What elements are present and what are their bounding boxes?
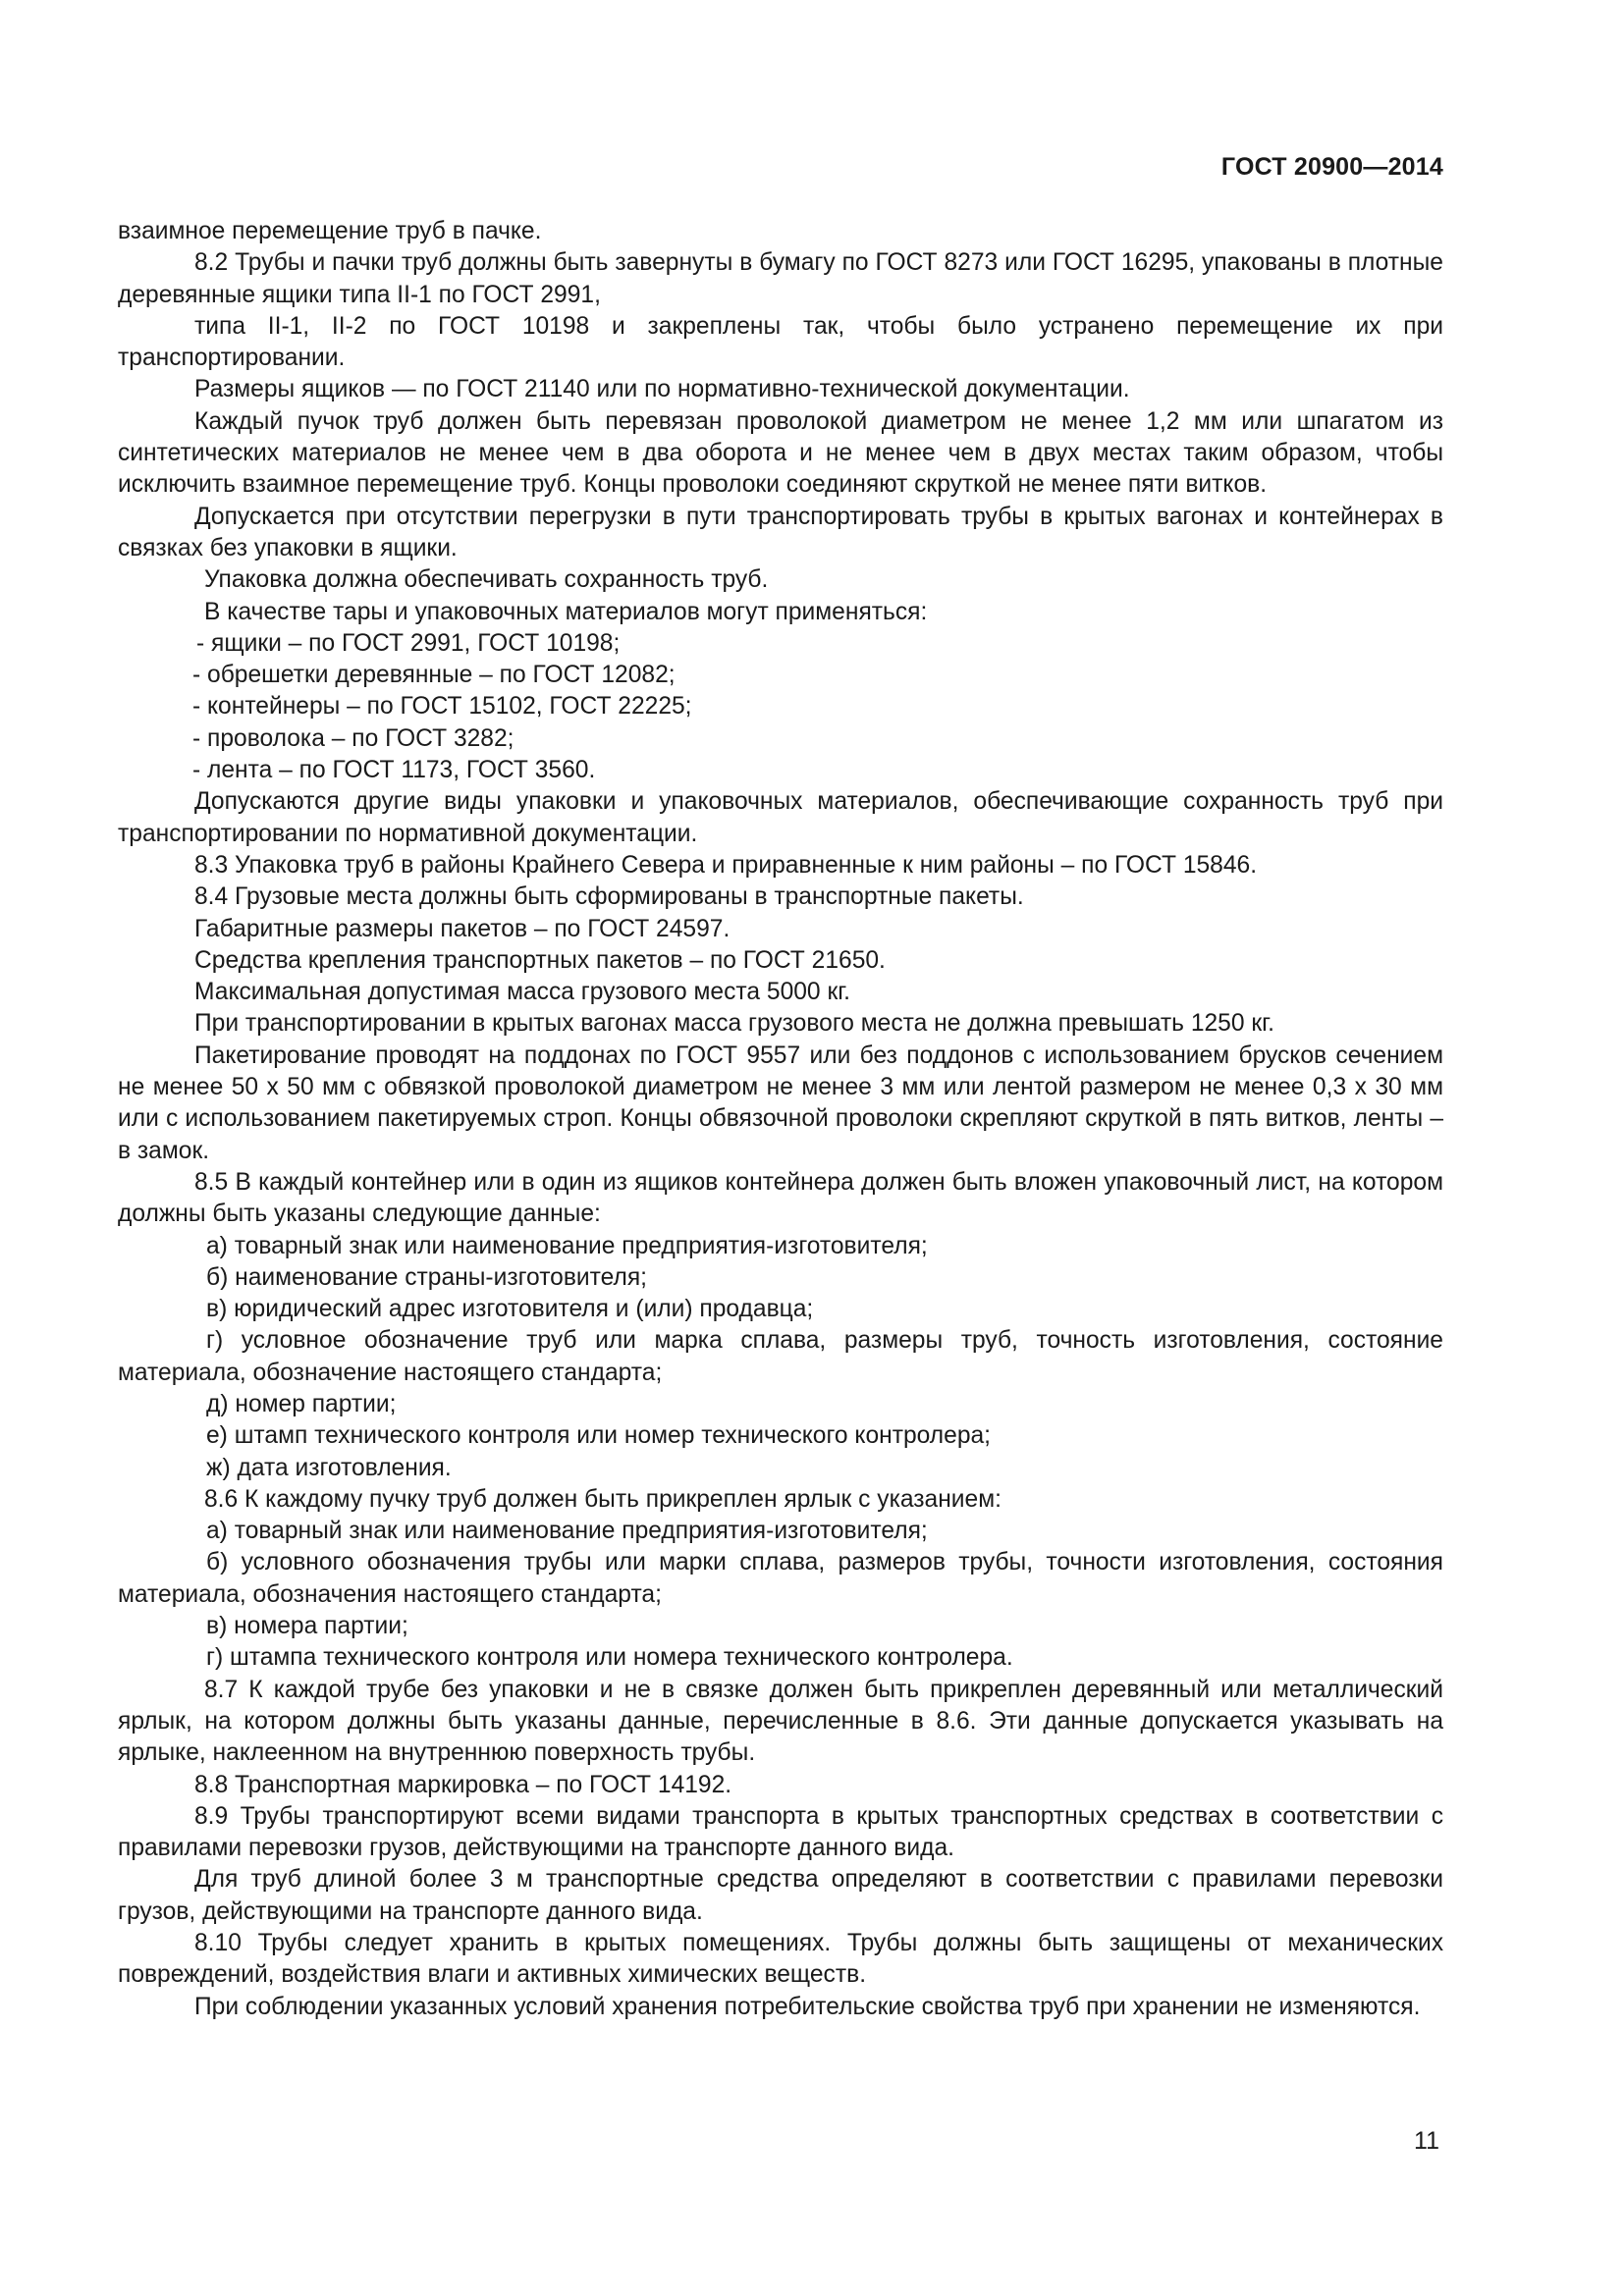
paragraph: 8.6 К каждому пучку труб должен быть прикреплен ярлык с указанием:	[204, 1485, 1001, 1513]
paragraph: 8.8 Транспортная маркировка – по ГОСТ 14192.	[194, 1771, 732, 1798]
paragraph: - лента – по ГОСТ 1173, ГОСТ 3560.	[192, 757, 596, 784]
paragraph: Для труб длиной более 3 м транспортные средства определяют в соответствии с правилами перевозки грузов, действующими на транспорте данного вида.	[118, 1866, 1443, 1925]
paragraph: 8.4 Грузовые места должны быть сформированы в транспортные пакеты.	[194, 883, 1024, 911]
paragraph: в) номера партии;	[206, 1613, 408, 1640]
paragraph: - контейнеры – по ГОСТ 15102, ГОСТ 22225;	[192, 693, 692, 721]
document-body	[118, 216, 1443, 2023]
paragraph: - обрешетки деревянные – по ГОСТ 12082;	[192, 662, 676, 689]
paragraph: Средства крепления транспортных пакетов – по ГОСТ 21650.	[194, 946, 886, 974]
paragraph: ж) дата изготовления.	[206, 1454, 452, 1481]
paragraph: Каждый пучок труб должен быть перевязан проволокой диаметром не менее 1,2 мм или шпагатом из синтетических материалов не менее чем в два оборота и не менее чем в двух местах таким образом, чтобы исключить взаимное перемещение труб. Концы проволоки соединяют скруткой не менее пяти витков.	[118, 407, 1443, 499]
paragraph: б) условного обозначения трубы или марки сплава, размеров трубы, точности изготовления, состояния материала, обозначения настоящего стандарта;	[118, 1549, 1443, 1608]
paragraph: взаимное перемещение труб в пачке.	[118, 218, 542, 244]
paragraph: б) наименование страны-изготовителя;	[206, 1263, 648, 1291]
paragraph: В качестве тары и упаковочных материалов могут применяться:	[204, 598, 928, 625]
paragraph: в) юридический адрес изготовителя и (или) продавца;	[206, 1296, 814, 1323]
paragraph: Допускаются другие виды упаковки и упаковочных материалов, обеспечивающие сохранность труб при транспортировании по нормативной документации.	[118, 788, 1443, 847]
paragraph: Пакетирование проводят на поддонах по ГОСТ 9557 или без поддонов с использованием брусков сечением не менее 50 х 50 мм с обвязкой проволокой диаметром не менее 3 мм или лентой размером не менее 0,3 х 30 мм или с использованием пакетируемых строп. Концы обвязочной проволоки скрепляют скруткой в пять витков, ленты – в замок.	[118, 1041, 1443, 1164]
paragraph: 8.7 К каждой трубе без упаковки и не в связке должен быть прикреплен деревянный или металлический ярлык, на котором должны быть указаны данные, перечисленные в 8.6. Эти данные допускается указывать на ярлыке, наклеенном на внутреннюю поверхность трубы.	[118, 1676, 1443, 1767]
paragraph: 8.3 Упаковка труб в районы Крайнего Севера и приравненные к ним районы – по ГОСТ 15846.	[194, 851, 1258, 879]
paragraph: При соблюдении указанных условий хранения потребительские свойства труб при хранении не изменяются.	[194, 1993, 1421, 2020]
paragraph: е) штамп технического контроля или номер технического контролера;	[206, 1422, 992, 1450]
paragraph: Максимальная допустимая масса грузового места 5000 кг.	[194, 979, 851, 1006]
paragraph: Допускается при отсутствии перегрузки в пути транспортировать трубы в крытых вагонах и контейнерах в связках без упаковки в ящики.	[118, 503, 1443, 561]
paragraph: д) номер партии;	[206, 1390, 397, 1417]
paragraph: 8.9 Трубы транспортируют всеми видами транспорта в крытых транспортных средствах в соответствии с правилами перевозки грузов, действующими на транспорте данного вида.	[118, 1802, 1443, 1862]
paragraph: г) штампа технического контроля или номера технического контролера.	[206, 1644, 1013, 1672]
paragraph: 8.5 В каждый контейнер или в один из ящиков контейнера должен быть вложен упаковочный лист, на котором должны быть указаны следующие данные:	[118, 1168, 1443, 1228]
paragraph: - ящики – по ГОСТ 2991, ГОСТ 10198;	[196, 629, 621, 657]
paragraph: Упаковка должна обеспечивать сохранность труб.	[204, 566, 769, 594]
paragraph: Размеры ящиков — по ГОСТ 21140 или по нормативно-технической документации.	[194, 376, 1130, 403]
paragraph: При транспортировании в крытых вагонах масса грузового места не должна превышать 1250 кг.	[194, 1010, 1274, 1038]
paragraph: Габаритные размеры пакетов – по ГОСТ 24597.	[194, 915, 731, 942]
document-header-standard: ГОСТ 20900—2014	[1220, 153, 1443, 181]
page-number: 11	[1414, 2127, 1439, 2155]
paragraph: - проволока – по ГОСТ 3282;	[192, 724, 514, 752]
paragraph: 8.2 Трубы и пачки труб должны быть завернуты в бумагу по ГОСТ 8273 или ГОСТ 16295, упакованы в плотные деревянные ящики типа II-1 по ГОСТ 2991,	[118, 249, 1443, 308]
paragraph: а) товарный знак или наименование предприятия-изготовителя;	[206, 1232, 928, 1259]
paragraph: типа II-1, II-2 по ГОСТ 10198 и закреплены так, чтобы было устранено перемещение их при транспортировании.	[118, 312, 1443, 372]
paragraph: а) товарный знак или наименование предприятия-изготовителя;	[206, 1518, 928, 1545]
paragraph: г) условное обозначение труб или марка сплава, размеры труб, точность изготовления, состояние материала, обозначение настоящего стандарта;	[118, 1327, 1443, 1386]
paragraph: 8.10 Трубы следует хранить в крытых помещениях. Трубы должны быть защищены от механических повреждений, воздействия влаги и активных химических веществ.	[118, 1930, 1443, 1989]
